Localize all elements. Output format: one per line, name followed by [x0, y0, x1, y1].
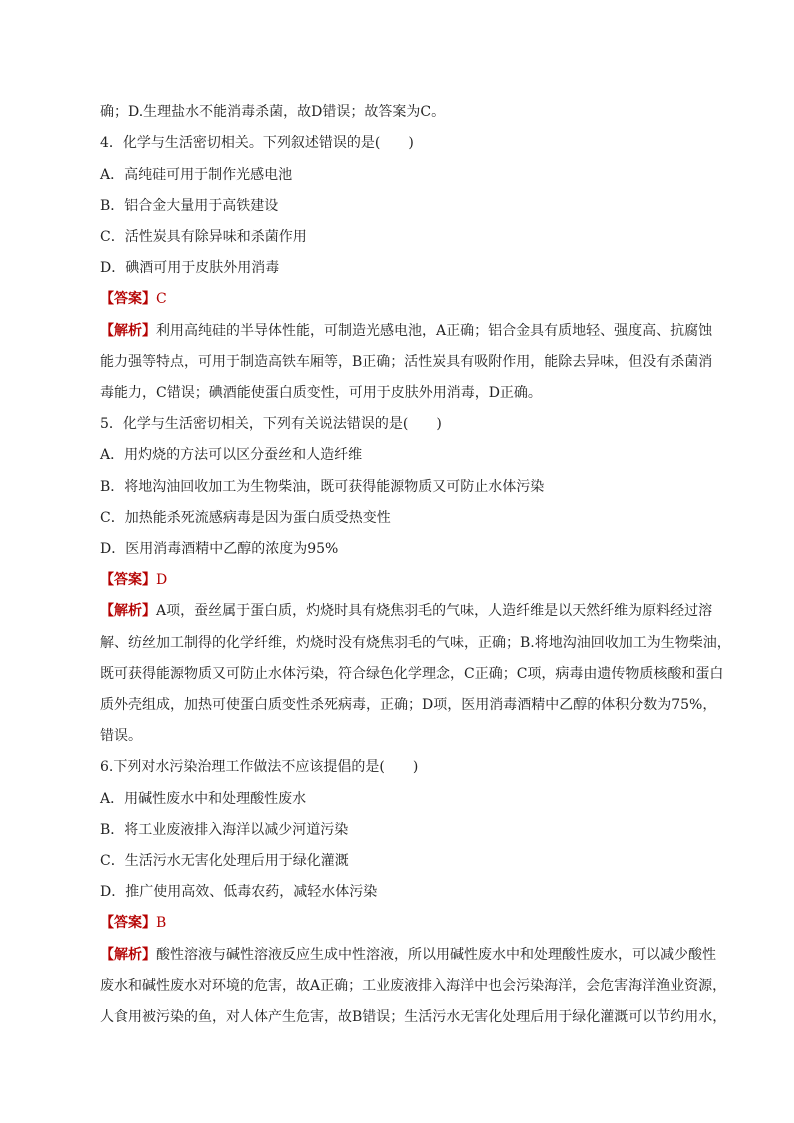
q5-analysis-text-1: A项，蚕丝属于蛋白质，灼烧时具有烧焦羽毛的气味，人造纤维是以天然纤维为原料经过溶 — [156, 603, 713, 619]
q4-analysis-line-1 — [100, 321, 720, 341]
q4-option-a: A．高纯硅可用于制作光感电池 — [100, 167, 293, 183]
q5-analysis-line-1 — [100, 601, 720, 621]
q6-analysis-line-3: 人食用被污染的鱼，对人体产生危害，故B错误；生活污水无害化处理后用于绿化灌溉可以节约用水， — [100, 1009, 727, 1025]
q5-analysis-line-3: 既可获得能源物质又可防止水体污染，符合绿色化学理念，C正确；C项，病毒由遗传物质核酸和蛋白 — [100, 666, 724, 682]
q4-option-c: C．活性炭具有除异味和杀菌作用 — [100, 229, 307, 245]
q3-analysis-tail: 确；D.生理盐水不能消毒杀菌，故D错误；故答案为C。 — [100, 104, 446, 120]
q4-option-d: D．碘酒可用于皮肤外用消毒 — [100, 260, 280, 276]
q5-answer-tag: 【答案】 — [100, 572, 156, 588]
q6-option-d: D．推广使用高效、低毒农药，减轻水体污染 — [100, 884, 378, 900]
q6-stem: 6.下列对水污染治理工作做法不应该提倡的是( ) — [100, 759, 419, 775]
q6-analysis-text-1: 酸性溶液与碱性溶液反应生成中性溶液，所以用碱性废水中和处理酸性废水，可以减少酸性 — [156, 947, 716, 963]
q6-answer-letter: B — [156, 915, 167, 931]
q5-analysis-line-2: 解、纺丝加工制得的化学纤维，灼烧时没有烧焦羽毛的气味，正确；B.将地沟油回收加工为生物柴油， — [100, 635, 731, 651]
q5-option-a: A．用灼烧的方法可以区分蚕丝和人造纤维 — [100, 447, 363, 463]
q5-stem: 5．化学与生活密切相关，下列有关说法错误的是( ) — [100, 416, 442, 432]
q4-analysis-line-3: 毒能力，C错误；碘酒能使蛋白质变性，可用于皮肤外用消毒，D正确。 — [100, 385, 542, 401]
q4-analysis-line-2: 能力强等特点，可用于制造高铁车厢等，B正确；活性炭具有吸附作用，能除去异味，但没有杀菌消 — [100, 354, 713, 370]
q5-answer-letter: D — [156, 572, 168, 588]
q6-option-c: C．生活污水无害化处理后用于绿化灌溉 — [100, 853, 349, 869]
q6-analysis-line-1 — [100, 945, 720, 965]
q4-answer-tag: 【答案】 — [100, 291, 156, 307]
q6-answer — [100, 913, 720, 933]
q4-option-b: B．铝合金大量用于高铁建设 — [100, 198, 279, 214]
q5-analysis-tag: 【解析】 — [100, 603, 156, 619]
q5-analysis-line-4: 质外壳组成，加热可使蛋白质变性杀死病毒，正确；D项，医用消毒酒精中乙醇的体积分数为75%， — [100, 697, 717, 713]
q4-analysis-text-1: 利用高纯硅的半导体性能，可制造光感电池，A正确；铝合金具有质地轻、强度高、抗腐蚀 — [156, 323, 713, 339]
q5-analysis-line-5: 错误。 — [100, 728, 142, 744]
q5-option-b: B．将地沟油回收加工为生物柴油，既可获得能源物质又可防止水体污染 — [100, 479, 545, 495]
q4-answer — [100, 289, 720, 309]
q6-analysis-tag: 【解析】 — [100, 947, 156, 963]
q4-stem: 4．化学与生活密切相关。下列叙述错误的是( ) — [100, 135, 414, 151]
q5-option-c: C．加热能杀死流感病毒是因为蛋白质受热变性 — [100, 510, 391, 526]
q6-option-a: A．用碱性废水中和处理酸性废水 — [100, 791, 307, 807]
q5-answer — [100, 570, 720, 590]
q6-answer-tag: 【答案】 — [100, 915, 156, 931]
q5-option-d: D．医用消毒酒精中乙醇的浓度为95% — [100, 541, 339, 557]
q4-answer-letter: C — [156, 291, 167, 307]
q6-option-b: B．将工业废液排入海洋以减少河道污染 — [100, 822, 349, 838]
q6-analysis-line-2: 废水和碱性废水对环境的危害，故A正确；工业废液排入海洋中也会污染海洋，会危害海洋渔业资源， — [100, 978, 727, 994]
q4-analysis-tag: 【解析】 — [100, 323, 156, 339]
